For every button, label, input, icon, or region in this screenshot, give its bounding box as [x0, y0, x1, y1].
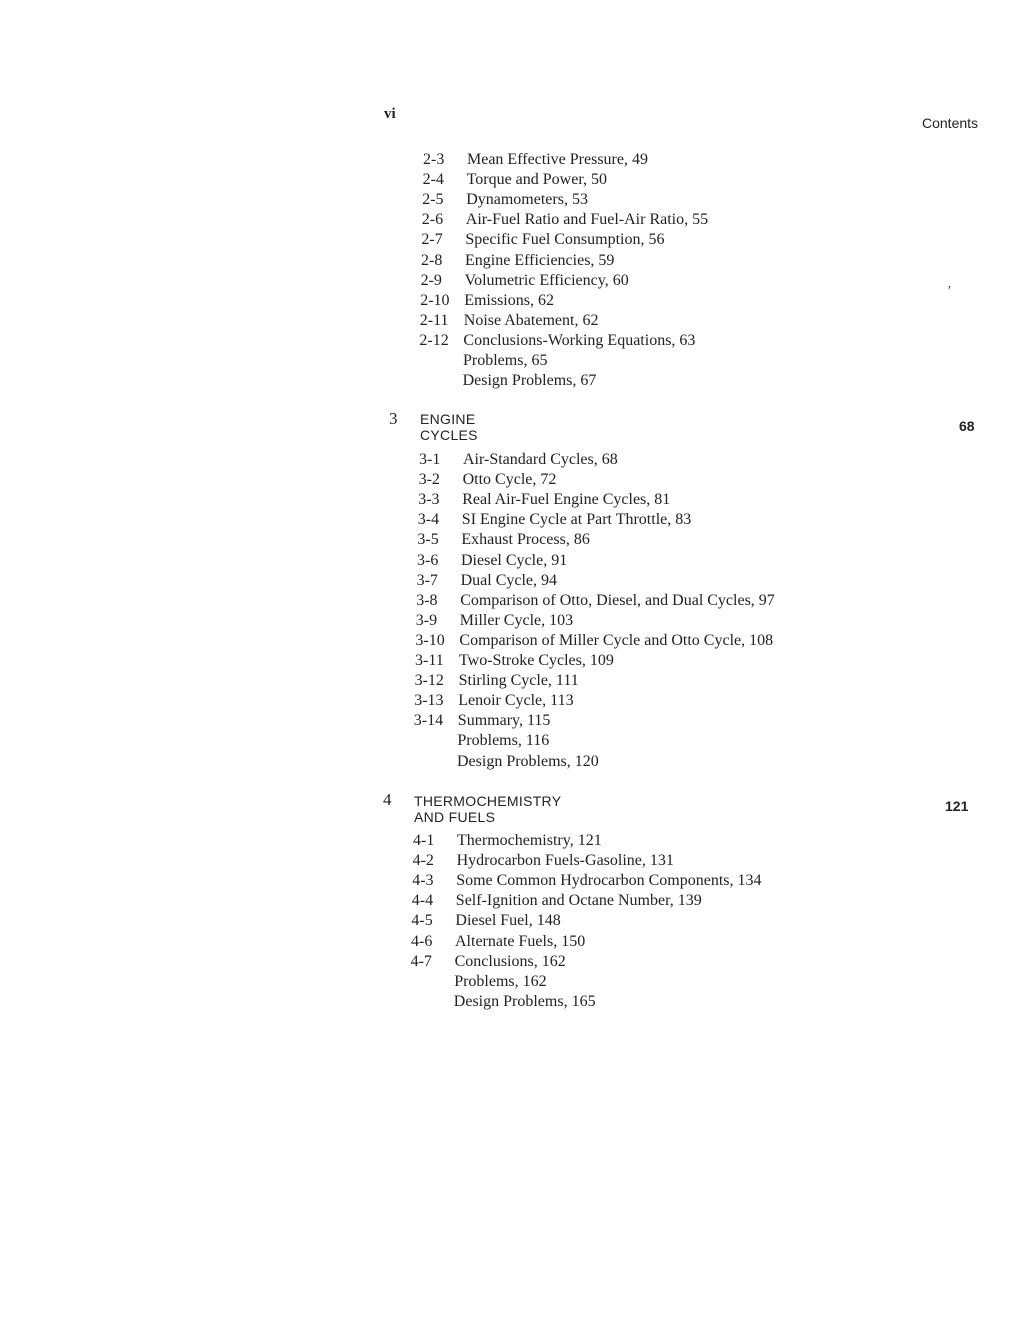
toc-entry-title: Design Problems, 120 [457, 752, 599, 770]
toc-entry-title: Dynamometers, 53 [466, 191, 588, 209]
toc-entry-title: Alternate Fuels, 150 [455, 932, 586, 950]
toc-entry-title: Specific Fuel Consumption, 56 [465, 231, 665, 249]
toc-entry-title: Lenoir Cycle, 113 [458, 692, 574, 710]
chapter-title: ENGINE CYCLES [420, 411, 478, 443]
toc-entry-title: Real Air-Fuel Engine Cycles, 81 [462, 491, 671, 509]
toc-entry-number: 3-8 [416, 591, 438, 609]
toc-entry-number: 4-3 [412, 872, 434, 890]
toc-entry-number: 3-10 [415, 631, 445, 649]
toc-entry-title: Thermochemistry, 121 [457, 832, 602, 849]
toc-entry-title: Engine Efficiencies, 59 [465, 251, 615, 269]
toc-entry-title: Air-Fuel Ratio and Fuel-Air Ratio, 55 [465, 211, 709, 229]
toc-entry-number: 3-13 [414, 692, 444, 710]
toc-entry-title: Problems, 162 [454, 972, 547, 990]
toc-entry-title: Problems, 116 [457, 732, 550, 750]
toc-entry-title: Miller Cycle, 103 [459, 611, 574, 629]
toc-entry-number: 3-7 [416, 571, 438, 589]
toc-entry-number: 2-12 [419, 331, 449, 349]
chapter-title: THERMOCHEMISTRY AND FUELS [414, 793, 562, 825]
chapter-page: 68 [959, 418, 975, 434]
stray-mark: , [948, 276, 951, 290]
toc-entry-title: Emissions, 62 [464, 291, 554, 309]
toc-entry-number: 3-2 [418, 471, 440, 489]
toc-entry-number: 3-6 [417, 551, 439, 569]
toc-entry-number: 3-9 [415, 611, 438, 629]
toc-entry-title: Stirling Cycle, 111 [458, 672, 579, 690]
toc-entry-number: 3-14 [413, 712, 444, 730]
toc-entry-number: 3-3 [418, 491, 440, 509]
toc-entry-title: Diesel Fuel, 148 [455, 912, 561, 930]
toc-entry-number: 4-6 [411, 932, 433, 950]
toc-entry-number: 4-2 [412, 852, 434, 870]
page-number: vi [384, 106, 396, 122]
toc-entry-title: Air-Standard Cycles, 68 [463, 451, 618, 468]
toc-entry-title: Volumetric Efficiency, 60 [464, 271, 629, 289]
toc-entry-number: 2-8 [421, 251, 443, 269]
toc-entry-title: Dual Cycle, 94 [460, 571, 558, 589]
toc-entry-title: Problems, 65 [463, 352, 548, 369]
toc-entry-number: 2-10 [420, 291, 450, 309]
toc-entry-number: 3-11 [415, 652, 444, 669]
toc-entry-number: 2-9 [420, 271, 442, 289]
toc-entry-title: Hydrocarbon Fuels-Gasoline, 131 [456, 852, 674, 870]
toc-entry-title: Summary, 115 [457, 712, 551, 730]
toc-entry-title: Torque and Power, 50 [466, 171, 608, 189]
toc-entry-number: 4-7 [410, 952, 432, 970]
toc-entry-title: Otto Cycle, 72 [462, 471, 557, 489]
toc-entry-number: 2-3 [423, 151, 445, 168]
toc-entry-title: Some Common Hydrocarbon Components, 134 [456, 872, 762, 890]
toc-entry-title: Diesel Cycle, 91 [461, 551, 568, 569]
chapter-number: 3 [389, 409, 398, 428]
toc-entry-number: 4-4 [411, 892, 434, 910]
toc-entry-title: Design Problems, 67 [462, 372, 597, 390]
toc-entry-title: Conclusions-Working Equations, 63 [463, 331, 696, 349]
toc-entry-title: SI Engine Cycle at Part Throttle, 83 [461, 511, 692, 529]
toc-entry-number: 2-6 [421, 211, 444, 229]
toc-entry-number: 2-4 [422, 171, 444, 189]
toc-entry-title: Conclusions, 162 [454, 952, 566, 970]
toc-entry-number: 3-5 [417, 531, 439, 549]
toc-entry-number: 4-1 [413, 832, 435, 849]
toc-entry-number: 3-1 [419, 451, 441, 468]
toc-entry-title: Self-Ignition and Octane Number, 139 [455, 892, 702, 910]
running-head: Contents [922, 115, 979, 131]
toc-entry-title: Comparison of Otto, Diesel, and Dual Cycles, 97 [460, 591, 775, 609]
toc-entry-number: 2-5 [422, 191, 444, 209]
toc-entry-number: 2-7 [421, 231, 443, 249]
toc-entry-number: 4-5 [411, 912, 433, 930]
toc-entry-number: 2-11 [419, 311, 449, 329]
chapter-page: 121 [945, 798, 969, 814]
toc-entry-title: Design Problems, 165 [453, 992, 596, 1010]
chapter-number: 4 [383, 790, 392, 809]
toc-entry-title: Mean Effective Pressure, 49 [467, 151, 648, 168]
toc-entry-title: Two-Stroke Cycles, 109 [459, 652, 614, 669]
toc-entry-number: 3-4 [417, 511, 440, 529]
toc-entry-title: Comparison of Miller Cycle and Otto Cycle, 108 [459, 631, 774, 649]
toc-entry-title: Exhaust Process, 86 [461, 531, 590, 549]
toc-entry-title: Noise Abatement, 62 [463, 311, 599, 329]
toc-entry-number: 3-12 [414, 672, 444, 690]
